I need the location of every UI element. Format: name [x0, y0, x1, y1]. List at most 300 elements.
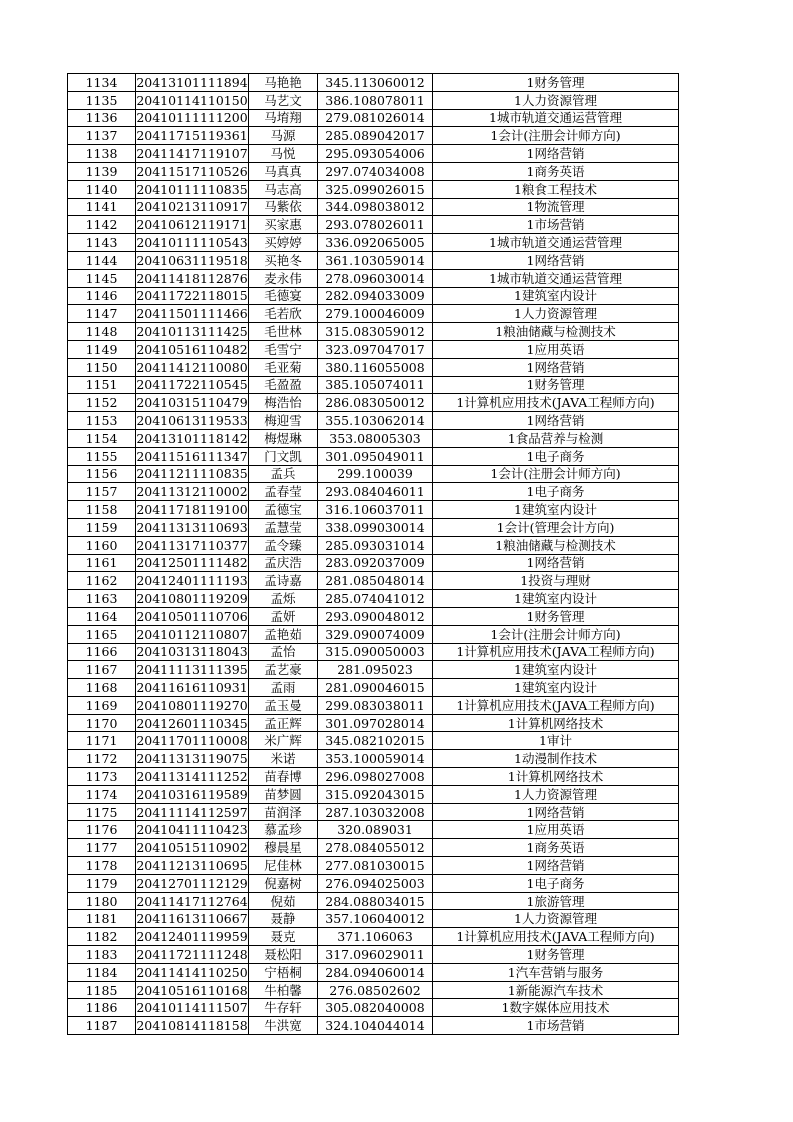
table-row	[68, 696, 679, 714]
row-number-cell: 1183	[68, 946, 136, 964]
student-name-cell: 门文凯	[249, 447, 318, 465]
row-number-cell: 1169	[68, 696, 136, 714]
exam-id-cell: 20410814118158	[136, 1018, 248, 1034]
row-number-cell: 1158	[68, 501, 136, 519]
score-cell: 385.105074011	[318, 376, 433, 394]
score-cell: 279.081026014	[318, 109, 433, 127]
row-number-cell: 1147	[68, 305, 136, 323]
major-cell: 1投资与理财	[433, 572, 679, 590]
student-name-cell: 马艳艳	[249, 74, 318, 92]
score-cell: 284.088034015	[318, 892, 433, 910]
student-name-cell: 麦永伟	[249, 269, 318, 287]
student-name-cell: 孟令臻	[249, 536, 318, 554]
table-row	[68, 483, 679, 501]
score-cell: 296.098027008	[318, 768, 433, 786]
row-number-cell: 1141	[68, 198, 136, 216]
score-cell: 345.113060012	[318, 74, 433, 92]
student-name-cell: 孟烁	[249, 590, 318, 608]
major-cell: 1计算机应用技术(JAVA工程师方向)	[433, 928, 679, 946]
score-cell: 317.096029011	[318, 946, 433, 964]
table-row	[68, 269, 679, 287]
exam-id-cell: 20412401111193	[136, 573, 248, 589]
student-name-cell: 买艳冬	[249, 251, 318, 269]
row-number-cell: 1137	[68, 127, 136, 145]
student-name-cell: 牛柏馨	[249, 981, 318, 999]
table-row	[68, 625, 679, 643]
table-row	[68, 679, 679, 697]
row-number-cell: 1153	[68, 412, 136, 430]
score-cell: 357.106040012	[318, 910, 433, 928]
table-row	[68, 251, 679, 269]
exam-id-cell: 20411313110693	[136, 519, 248, 535]
score-cell: 305.082040008	[318, 999, 433, 1017]
student-name-cell: 倪茹	[249, 892, 318, 910]
student-name-cell: 孟妍	[249, 607, 318, 625]
score-cell: 276.094025003	[318, 874, 433, 892]
exam-id-cell: 20411312110002	[136, 484, 248, 500]
student-name-cell: 穆晨星	[249, 839, 318, 857]
score-cell: 293.084046011	[318, 483, 433, 501]
major-cell: 1汽车营销与服务	[433, 963, 679, 981]
major-cell: 1网络营销	[433, 145, 679, 163]
table-row	[68, 590, 679, 608]
major-cell: 1计算机应用技术(JAVA工程师方向)	[433, 394, 679, 412]
student-name-cell: 毛德宴	[249, 287, 318, 305]
score-cell: 301.097028014	[318, 714, 433, 732]
table-row	[68, 874, 679, 892]
row-number-cell: 1162	[68, 572, 136, 590]
score-cell: 344.098038012	[318, 198, 433, 216]
table-row	[68, 554, 679, 572]
score-cell: 279.100046009	[318, 305, 433, 323]
exam-id-cell: 20411113111395	[136, 662, 248, 678]
table-row	[68, 785, 679, 803]
table-row	[68, 732, 679, 750]
row-number-cell: 1177	[68, 839, 136, 857]
exam-id-cell: 20412501111482	[136, 555, 248, 571]
exam-id-cell: 20410501110706	[136, 608, 248, 624]
major-cell: 1建筑室内设计	[433, 590, 679, 608]
exam-id-cell: 20410316119589	[136, 786, 248, 802]
exam-id-cell: 20412701112129	[136, 875, 248, 891]
score-cell: 386.108078011	[318, 91, 433, 109]
score-cell: 286.083050012	[318, 394, 433, 412]
table-row	[68, 180, 679, 198]
student-name-cell: 尼佳林	[249, 857, 318, 875]
major-cell: 1数字媒体应用技术	[433, 999, 679, 1017]
table-row	[68, 768, 679, 786]
exam-id-cell: 20411317110377	[136, 537, 248, 553]
row-number-cell: 1182	[68, 928, 136, 946]
exam-id-cell: 20411412110080	[136, 359, 248, 375]
table-row	[68, 447, 679, 465]
row-number-cell: 1186	[68, 999, 136, 1017]
table-row	[68, 109, 679, 127]
student-name-cell: 牛存轩	[249, 999, 318, 1017]
major-cell: 1财务管理	[433, 607, 679, 625]
table-row	[68, 999, 679, 1017]
score-cell: 315.090050003	[318, 643, 433, 661]
table-row	[68, 714, 679, 732]
major-cell: 1城市轨道交通运营管理	[433, 234, 679, 252]
student-name-cell: 聂静	[249, 910, 318, 928]
exam-id-cell: 20411722118015	[136, 288, 248, 304]
score-cell: 345.082102015	[318, 732, 433, 750]
row-number-cell: 1166	[68, 643, 136, 661]
row-number-cell: 1142	[68, 216, 136, 234]
table-row	[68, 928, 679, 946]
table-row	[68, 412, 679, 430]
row-number-cell: 1184	[68, 963, 136, 981]
major-cell: 1网络营销	[433, 412, 679, 430]
score-cell: 325.099026015	[318, 180, 433, 198]
exam-id-cell: 20410111110543	[136, 235, 248, 251]
major-cell: 1电子商务	[433, 447, 679, 465]
major-cell: 1建筑室内设计	[433, 287, 679, 305]
exam-id-cell: 20411616110931	[136, 679, 248, 695]
exam-id-cell: 20413101111894	[136, 74, 248, 90]
score-cell: 285.074041012	[318, 590, 433, 608]
row-number-cell: 1171	[68, 732, 136, 750]
exam-id-cell: 20411418112876	[136, 270, 248, 286]
row-number-cell: 1156	[68, 465, 136, 483]
exam-id-cell: 20411718119100	[136, 502, 248, 518]
row-number-cell: 1154	[68, 429, 136, 447]
score-cell: 329.090074009	[318, 625, 433, 643]
row-number-cell: 1161	[68, 554, 136, 572]
table-row	[68, 946, 679, 964]
row-number-cell: 1164	[68, 607, 136, 625]
exam-id-cell: 20412601110345	[136, 715, 248, 731]
table-row	[68, 839, 679, 857]
student-name-cell: 毛亚菊	[249, 358, 318, 376]
score-cell: 315.092043015	[318, 785, 433, 803]
major-cell: 1建筑室内设计	[433, 679, 679, 697]
major-cell: 1应用英语	[433, 821, 679, 839]
student-name-cell: 孟正辉	[249, 714, 318, 732]
major-cell: 1市场营销	[433, 1017, 679, 1035]
score-cell: 293.078026011	[318, 216, 433, 234]
student-name-cell: 孟雨	[249, 679, 318, 697]
student-name-cell: 孟兵	[249, 465, 318, 483]
row-number-cell: 1174	[68, 785, 136, 803]
exam-id-cell: 20411721111248	[136, 946, 248, 962]
major-cell: 1物流管理	[433, 198, 679, 216]
major-cell: 1人力资源管理	[433, 785, 679, 803]
major-cell: 1计算机网络技术	[433, 714, 679, 732]
exam-id-cell: 20410612119171	[136, 217, 248, 233]
student-name-cell: 马悦	[249, 145, 318, 163]
table-row	[68, 821, 679, 839]
row-number-cell: 1181	[68, 910, 136, 928]
score-cell: 323.097047017	[318, 340, 433, 358]
major-cell: 1商务英语	[433, 162, 679, 180]
major-cell: 1市场营销	[433, 216, 679, 234]
exam-id-cell: 20410111111200	[136, 110, 248, 126]
student-name-cell: 倪嘉树	[249, 874, 318, 892]
student-name-cell: 马真真	[249, 162, 318, 180]
student-name-cell: 苗润泽	[249, 803, 318, 821]
score-table-body	[68, 74, 679, 1035]
row-number-cell: 1152	[68, 394, 136, 412]
student-name-cell: 买家惠	[249, 216, 318, 234]
row-number-cell: 1143	[68, 234, 136, 252]
student-name-cell: 梅迎雪	[249, 412, 318, 430]
major-cell: 1建筑室内设计	[433, 501, 679, 519]
exam-id-cell: 20411313119075	[136, 751, 248, 767]
student-name-cell: 马堉翔	[249, 109, 318, 127]
student-name-cell: 苗梦圆	[249, 785, 318, 803]
score-cell: 295.093054006	[318, 145, 433, 163]
table-row	[68, 465, 679, 483]
student-name-cell: 孟庆浩	[249, 554, 318, 572]
student-name-cell: 孟慧莹	[249, 518, 318, 536]
row-number-cell: 1159	[68, 518, 136, 536]
row-number-cell: 1157	[68, 483, 136, 501]
student-name-cell: 苗春博	[249, 768, 318, 786]
score-cell: 361.103059014	[318, 251, 433, 269]
exam-id-cell: 20413101118142	[136, 430, 248, 446]
score-cell: 301.095049011	[318, 447, 433, 465]
exam-id-cell: 20411715119361	[136, 128, 248, 144]
major-cell: 1粮食工程技术	[433, 180, 679, 198]
student-name-cell: 孟德宝	[249, 501, 318, 519]
score-cell: 281.090046015	[318, 679, 433, 697]
major-cell: 1新能源汽车技术	[433, 981, 679, 999]
student-name-cell: 孟诗嘉	[249, 572, 318, 590]
table-row	[68, 394, 679, 412]
score-cell: 281.085048014	[318, 572, 433, 590]
exam-id-cell: 20410801119270	[136, 697, 248, 713]
exam-id-cell: 20411517110526	[136, 163, 248, 179]
row-number-cell: 1135	[68, 91, 136, 109]
score-cell: 316.106037011	[318, 501, 433, 519]
score-cell: 353.100059014	[318, 750, 433, 768]
score-cell: 336.092065005	[318, 234, 433, 252]
table-row	[68, 162, 679, 180]
row-number-cell: 1178	[68, 857, 136, 875]
major-cell: 1食品营养与检测	[433, 429, 679, 447]
major-cell: 1建筑室内设计	[433, 661, 679, 679]
exam-id-cell: 20410631119518	[136, 252, 248, 268]
score-cell: 353.08005303	[318, 429, 433, 447]
table-row	[68, 572, 679, 590]
student-name-cell: 牛洪宽	[249, 1017, 318, 1035]
student-name-cell: 马紫依	[249, 198, 318, 216]
major-cell: 1旅游管理	[433, 892, 679, 910]
score-cell: 355.103062014	[318, 412, 433, 430]
score-cell: 285.089042017	[318, 127, 433, 145]
student-name-cell: 毛世林	[249, 323, 318, 341]
score-cell: 299.083038011	[318, 696, 433, 714]
exam-id-cell: 20410113111425	[136, 324, 248, 340]
row-number-cell: 1160	[68, 536, 136, 554]
exam-id-cell: 20411501111466	[136, 306, 248, 322]
exam-id-cell: 20410112110807	[136, 626, 248, 642]
student-name-cell: 慕孟珍	[249, 821, 318, 839]
score-cell: 371.106063	[318, 928, 433, 946]
student-name-cell: 马源	[249, 127, 318, 145]
table-row	[68, 981, 679, 999]
exam-id-cell: 20410516110168	[136, 982, 248, 998]
row-number-cell: 1170	[68, 714, 136, 732]
exam-id-cell: 20410313118043	[136, 644, 248, 660]
exam-id-cell: 20411211110835	[136, 466, 248, 482]
major-cell: 1计算机应用技术(JAVA工程师方向)	[433, 696, 679, 714]
exam-id-cell: 20410801119209	[136, 591, 248, 606]
row-number-cell: 1179	[68, 874, 136, 892]
table-row	[68, 857, 679, 875]
student-name-cell: 毛盈盈	[249, 376, 318, 394]
exam-id-cell: 20410213110917	[136, 199, 248, 215]
exam-id-cell: 20410114111507	[136, 1000, 248, 1016]
score-cell: 338.099030014	[318, 518, 433, 536]
row-number-cell: 1180	[68, 892, 136, 910]
score-cell: 287.103032008	[318, 803, 433, 821]
row-number-cell: 1144	[68, 251, 136, 269]
score-table	[67, 73, 679, 1035]
exam-id-cell: 20410114110150	[136, 92, 248, 108]
row-number-cell: 1138	[68, 145, 136, 163]
major-cell: 1商务英语	[433, 839, 679, 857]
major-cell: 1审计	[433, 732, 679, 750]
exam-id-cell: 20410613119533	[136, 413, 248, 429]
table-row	[68, 234, 679, 252]
table-row	[68, 643, 679, 661]
major-cell: 1人力资源管理	[433, 91, 679, 109]
row-number-cell: 1139	[68, 162, 136, 180]
student-name-cell: 宁梧桐	[249, 963, 318, 981]
score-cell: 281.095023	[318, 661, 433, 679]
score-cell: 297.074034008	[318, 162, 433, 180]
table-row	[68, 216, 679, 234]
exam-id-cell: 20411114112597	[136, 804, 248, 820]
exam-id-cell: 20410516110482	[136, 341, 248, 357]
row-number-cell: 1163	[68, 590, 136, 608]
row-number-cell: 1187	[68, 1017, 136, 1035]
student-name-cell: 梅煜琳	[249, 429, 318, 447]
major-cell: 1会计(注册会计师方向)	[433, 465, 679, 483]
student-name-cell: 马艺文	[249, 91, 318, 109]
table-row	[68, 750, 679, 768]
exam-id-cell: 20411213110695	[136, 857, 248, 873]
student-name-cell: 孟艳茹	[249, 625, 318, 643]
table-row	[68, 963, 679, 981]
major-cell: 1人力资源管理	[433, 305, 679, 323]
row-number-cell: 1146	[68, 287, 136, 305]
row-number-cell: 1149	[68, 340, 136, 358]
student-name-cell: 聂松阳	[249, 946, 318, 964]
table-row	[68, 803, 679, 821]
student-name-cell: 买婷婷	[249, 234, 318, 252]
exam-id-cell: 20410515110902	[136, 840, 248, 856]
row-number-cell: 1168	[68, 679, 136, 697]
table-row	[68, 305, 679, 323]
table-row	[68, 1017, 679, 1035]
student-name-cell: 毛雪宁	[249, 340, 318, 358]
row-number-cell: 1155	[68, 447, 136, 465]
score-cell: 299.100039	[318, 465, 433, 483]
score-cell: 380.116055008	[318, 358, 433, 376]
major-cell: 1财务管理	[433, 74, 679, 92]
score-cell: 282.094033009	[318, 287, 433, 305]
table-row	[68, 429, 679, 447]
row-number-cell: 1151	[68, 376, 136, 394]
table-row	[68, 518, 679, 536]
score-cell: 276.08502602	[318, 981, 433, 999]
exam-id-cell: 20411314111252	[136, 768, 248, 784]
row-number-cell: 1136	[68, 109, 136, 127]
major-cell: 1网络营销	[433, 358, 679, 376]
table-row	[68, 198, 679, 216]
row-number-cell: 1173	[68, 768, 136, 786]
major-cell: 1财务管理	[433, 376, 679, 394]
score-cell: 284.094060014	[318, 963, 433, 981]
score-cell: 293.090048012	[318, 607, 433, 625]
student-name-cell: 梅浩怡	[249, 394, 318, 412]
exam-id-cell: 20411414110250	[136, 964, 248, 980]
student-name-cell: 孟怡	[249, 643, 318, 661]
table-row	[68, 661, 679, 679]
table-row	[68, 340, 679, 358]
score-cell: 278.084055012	[318, 839, 433, 857]
row-number-cell: 1176	[68, 821, 136, 839]
row-number-cell: 1185	[68, 981, 136, 999]
row-number-cell: 1165	[68, 625, 136, 643]
exam-id-cell: 20410111110835	[136, 181, 248, 197]
row-number-cell: 1175	[68, 803, 136, 821]
exam-id-cell: 20411417119107	[136, 146, 248, 162]
exam-id-cell: 20411516111347	[136, 448, 248, 464]
major-cell: 1会计(管理会计方向)	[433, 518, 679, 536]
major-cell: 1粮油储藏与检测技术	[433, 323, 679, 341]
table-row	[68, 607, 679, 625]
exam-id-cell: 20411722110545	[136, 377, 248, 393]
table-row	[68, 145, 679, 163]
major-cell: 1动漫制作技术	[433, 750, 679, 768]
major-cell: 1城市轨道交通运营管理	[433, 109, 679, 127]
exam-id-cell: 20410315110479	[136, 395, 248, 411]
student-name-cell: 孟艺豪	[249, 661, 318, 679]
table-row	[68, 910, 679, 928]
exam-id-cell: 20410411110423	[136, 822, 248, 838]
row-number-cell: 1134	[68, 74, 136, 92]
row-number-cell: 1148	[68, 323, 136, 341]
student-name-cell: 聂克	[249, 928, 318, 946]
row-number-cell: 1150	[68, 358, 136, 376]
table-row	[68, 536, 679, 554]
major-cell: 1应用英语	[433, 340, 679, 358]
exam-id-cell: 20411417112764	[136, 893, 248, 909]
major-cell: 1网络营销	[433, 857, 679, 875]
table-row	[68, 323, 679, 341]
score-cell: 285.093031014	[318, 536, 433, 554]
student-name-cell: 米诺	[249, 750, 318, 768]
score-cell: 278.096030014	[318, 269, 433, 287]
table-row	[68, 287, 679, 305]
major-cell: 1城市轨道交通运营管理	[433, 269, 679, 287]
student-name-cell: 毛若欣	[249, 305, 318, 323]
row-number-cell: 1140	[68, 180, 136, 198]
table-row	[68, 74, 679, 92]
major-cell: 1电子商务	[433, 483, 679, 501]
major-cell: 1电子商务	[433, 874, 679, 892]
exam-id-cell: 20412401119959	[136, 929, 248, 945]
table-row	[68, 892, 679, 910]
major-cell: 1网络营销	[433, 251, 679, 269]
major-cell: 1人力资源管理	[433, 910, 679, 928]
major-cell: 1财务管理	[433, 946, 679, 964]
